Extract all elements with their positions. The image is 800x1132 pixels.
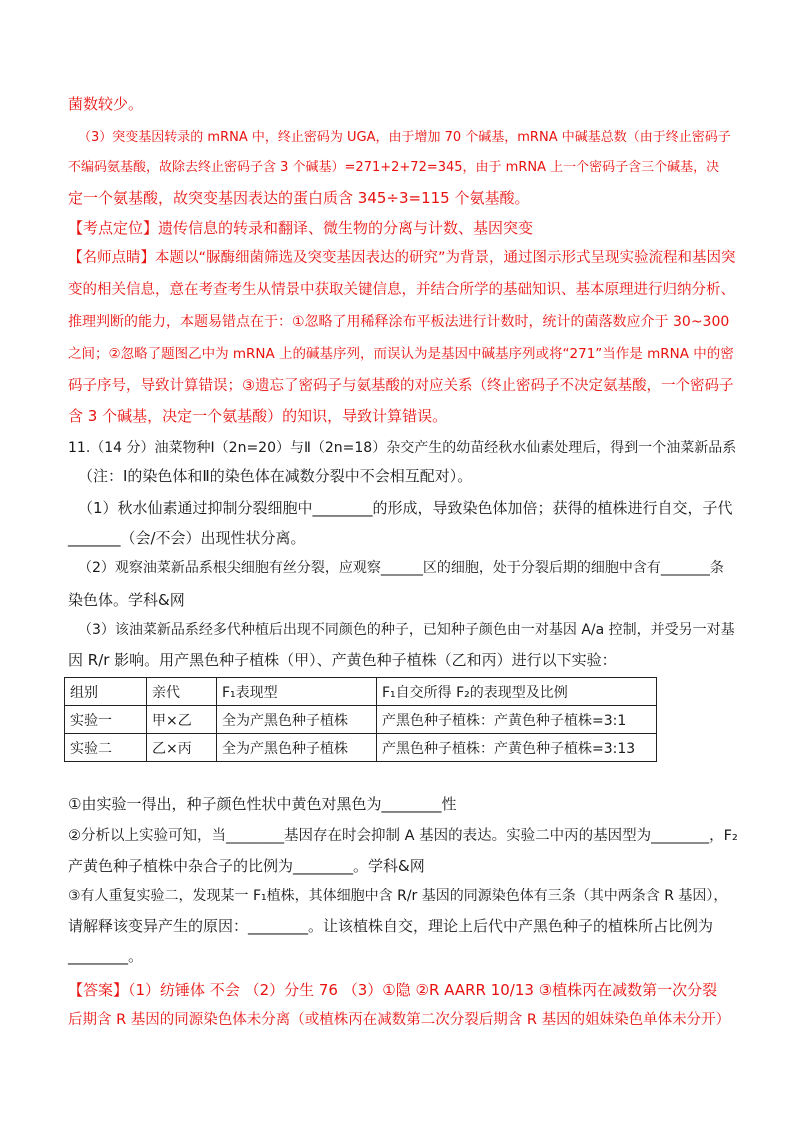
answer-line: 【答案】（1）纺锤体 不会 （2）分生 76 （3）①隐 ②R AARR 10/13 ③植株丙在减数第一次分裂 [68, 981, 718, 999]
question-part-3: （3）该油菜新品系经多代种植后出现不同颜色的种子，已知种子颜色由一对基因 A/a 控制，并受另一对基 [78, 622, 735, 638]
sub-question-3-cont: 请解释该变异产生的原因：________。让该植株自交，理论上后代中产黑色种子的植株所占比例为 [68, 917, 714, 935]
sub-question-3: ③有人重复实验二，发现某一 F₁植株，其体细胞中含 R/r 基因的同源染色体有三条（其中两条含 R 基因）， [68, 888, 728, 904]
question-part-1-cont: _______（会/不会）出现性状分离。 [68, 529, 306, 547]
question-part-2-cont: 染色体。学科&网 [68, 591, 185, 609]
question-part-3-cont: 因 R/r 影响。用产黑色种子植株（甲）、产黄色种子植株（乙和丙）进行以下实验： [68, 651, 617, 669]
analysis-line: 变的相关信息，意在考查考生从情景中获取关键信息，并结合所学的基础知识、基本原理进行归纳分析、 [68, 282, 735, 298]
table-row [65, 706, 657, 734]
table-cell: 乙×丙 [147, 734, 217, 762]
table-header-cell: 组别 [65, 678, 147, 706]
table-cell: 产黑色种子植株：产黄色种子植株=3:1 [377, 706, 657, 734]
table-cell: 全为产黑色种子植株 [217, 706, 377, 734]
analysis-line: 含 3 个碱基，决定一个氨基酸）的知识，导致计算错误。 [68, 407, 448, 425]
teacher-tip: 【名师点睛】本题以“脲酶细菌筛选及突变基因表达的研究”为背景，通过图示形式呈现实验流程和基因突 [68, 250, 736, 266]
answer-line: 后期含 R 基因的同源染色体未分离（或植株丙在减数第二次分裂后期含 R 基因的姐妹染色单体未分开） [68, 1012, 731, 1028]
question-note: （注：Ⅰ的染色体和Ⅱ的染色体在减数分裂中不会相互配对）。 [78, 467, 473, 485]
analysis-line: 菌数较少。 [68, 95, 144, 113]
table-cell: 实验一 [65, 706, 147, 734]
sub-question-2-cont: 产黄色种子植株中杂合子的比例为________。学科&网 [68, 857, 425, 875]
table-cell: 实验二 [65, 734, 147, 762]
analysis-line: （3）突变基因转录的 mRNA 中，终止密码为 UGA，由于增加 70 个碱基，mRNA 中碱基总数（由于终止密码子 [78, 130, 731, 145]
question-part-1: （1）秋水仙素通过抑制分裂细胞中________的形成，导致染色体加倍；获得的植株进行自交，子代 [78, 499, 733, 517]
table-row [65, 734, 657, 762]
analysis-line: 码子序号，导致计算错误；③遗忘了密码子与氨基酸的对应关系（终止密码子不决定氨基酸，一个密码子 [68, 378, 734, 394]
table-header-cell: 亲代 [147, 678, 217, 706]
table-header-cell: F₁自交所得 F₂的表现型及比例 [377, 678, 657, 706]
analysis-line: 推理判断的能力，本题易错点在于：①忽略了用稀释涂布平板法进行计数时，统计的菌落数应介于 30~300 [68, 314, 730, 330]
analysis-line: 不编码氨基酸，故除去终止密码子含 3 个碱基）=271+2+72=345，由于 mRNA 上一个密码子含三个碱基，决 [68, 160, 720, 175]
table-header-row [65, 678, 657, 706]
topic-location: 【考点定位】遗传信息的转录和翻译、微生物的分离与计数、基因突变 [68, 219, 534, 237]
sub-question-3-blank: ________。 [68, 947, 144, 965]
question-stem: 11.（14 分）油菜物种Ⅰ（2n=20）与Ⅱ（2n=18）杂交产生的幼苗经秋水仙素处理后，得到一个油菜新品系 [68, 440, 737, 456]
sub-question-1: ①由实验一得出，种子颜色性状中黄色对黑色为________性 [68, 795, 457, 813]
experiment-table [64, 677, 657, 762]
table-cell: 产黑色种子植株：产黄色种子植株=3:13 [377, 734, 657, 762]
question-part-2: （2）观察油菜新品系根尖细胞有丝分裂，应观察______区的细胞，处于分裂后期的细胞中含有_______条 [78, 560, 724, 576]
table-header-cell: F₁表现型 [217, 678, 377, 706]
sub-question-2: ②分析以上实验可知，当________基因存在时会抑制 A 基因的表达。实验二中丙的基因型为________，F₂ [68, 828, 738, 844]
analysis-line: 之间；②忽略了题图乙中为 mRNA 上的碱基序列，而误认为是基因中碱基序列或将“271”当作是 mRNA 中的密 [68, 346, 734, 362]
analysis-line: 定一个氨基酸，故突变基因表达的蛋白质含 345÷3=115 个氨基酸。 [68, 189, 530, 207]
table-cell: 全为产黑色种子植株 [217, 734, 377, 762]
table-cell: 甲×乙 [147, 706, 217, 734]
